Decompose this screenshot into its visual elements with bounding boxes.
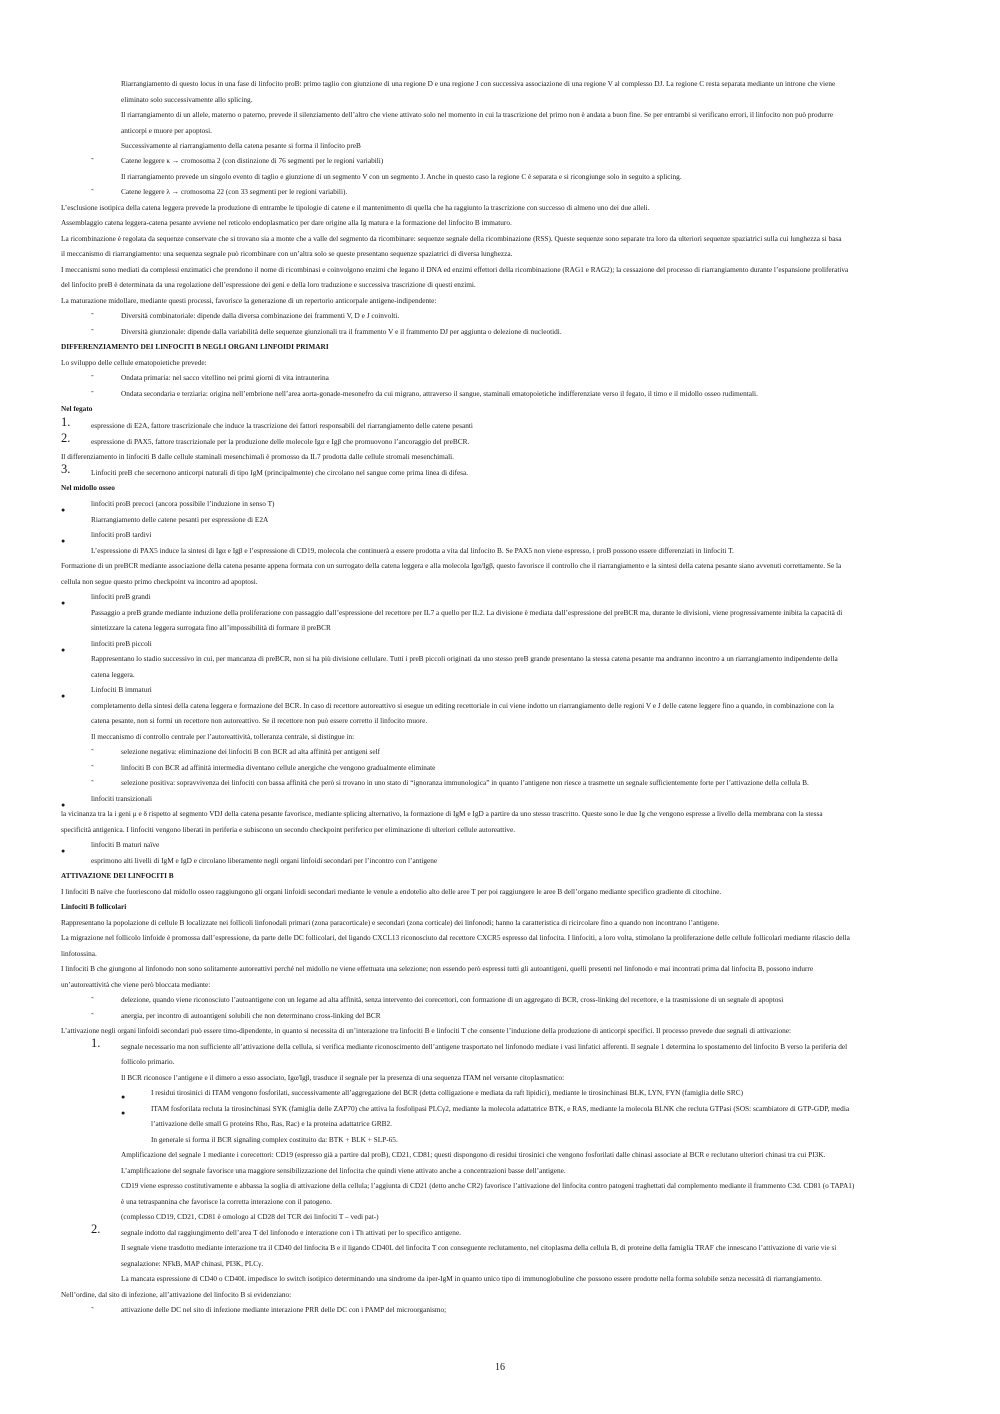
text-line: Il meccanismo di controllo centrale per l’autoreattività, tolleranza centrale, si distingue in: xyxy=(91,732,355,741)
text-line: In generale si forma il BCR signaling complex costituito da: BTK + BLK + SLP-65. xyxy=(151,1135,398,1144)
text-line: sintetizzare la catena leggera surrogata fino all’impossibilità di formare il preBCR xyxy=(91,623,331,632)
text-line: l’attivazione delle small G proteins Rho, Ras, Rac) e la proteina adattatrice GRB2. xyxy=(151,1119,392,1128)
text-line: catena pesante, non si formi un recettore non autoreattivo. Se il recettore non può essere corretto il linfocito muore. xyxy=(91,716,428,725)
dash-bullet-icon: - xyxy=(91,154,94,163)
text-line: ITAM fosforilata recluta la tirosinchinasi SYK (famiglia delle ZAP70) che attiva la fosfolipasi PLCγ2, mediante la molecola adattatrice BTK, e RAS, mediante la molecola BLNK che recluta GTPasi (SOS: scambiatore di GTP-GDP, media xyxy=(151,1104,850,1113)
text-line: Amplificazione del segnale 1 mediante i corecettori: CD19 (espresso già a partire dal proB), CD21, CD81; questi dispongono di residui tirosinici che vengono fosforilati dalle chinasi associate al BCR e reclutano ulteriori chinasi tra cui PI3K. xyxy=(121,1150,826,1159)
text-line: Nel midollo osseo xyxy=(61,483,115,492)
text-line: L’amplificazione del segnale favorisce una maggiore sensibilizzazione del linfocita che quindi viene attivato anche a concentrazioni basse dell’antigene. xyxy=(121,1166,566,1175)
round-bullet-icon: ● xyxy=(121,1109,126,1117)
text-line: attivazione delle DC nel sito di infezione mediante interazione PRR delle DC con i PAMP del microorganismo; xyxy=(121,1305,447,1314)
text-line: eliminato solo successivamente allo splicing. xyxy=(121,95,253,104)
round-bullet-icon: ● xyxy=(61,646,66,654)
dash-bullet-icon: - xyxy=(91,761,94,770)
text-line: linfociti preB grandi xyxy=(91,592,151,601)
list-number: 1. xyxy=(91,1036,101,1050)
text-line: I linfociti B che giungono al linfonodo non sono solitamente autoreattivi perché nel midollo ne viene effettuata una selezione; non essendo però espressi tutti gli autoantigeni, quelli presenti nel linfonodo e mai incontrati prima dal linfocita B, possono indurre xyxy=(61,964,814,973)
text-line: I meccanismi sono mediati da complessi enzimatici che prendono il nome di ricombinasi e coinvolgono enzimi che legano il DNA ed enzimi effettori della ricombinazione (RAG1 e RAG2); la cessazione del processo di riarrangiamento durante l’espansione proliferativa xyxy=(61,265,849,274)
round-bullet-icon: ● xyxy=(61,537,66,545)
text-line: delezione, quando viene riconosciuto l’autoantigene con un legame ad alta affinità, senza intervento dei corecettori, con formazione di un aggregato di BCR, cross-linking del recettore, e la trasmissione di un segnale di apoptosi xyxy=(121,995,784,1004)
text-line: Successivamente al riarrangiamento della catena pesante si forma il linfocito preB xyxy=(121,141,361,150)
text-line: Riarrangiamento di questo locus in una fase di linfocito proB: primo taglio con giunzione di una regione D e una regione J con successiva associazione di una regione V al complesso DJ. La regione C resta separata mediante un introne che viene xyxy=(121,79,836,88)
text-line: cellula non segue questo primo checkpoint va incontro ad apoptosi. xyxy=(61,577,258,586)
text-line: Linfociti B follicolari xyxy=(61,902,127,911)
text-line: espressione di E2A, fattore trascrizionale che induce la trascrizione dei fattori responsabili del riarrangiamento delle catene pesanti xyxy=(91,421,473,430)
dash-bullet-icon: - xyxy=(91,185,94,194)
text-line: Linfociti preB che secernono anticorpi naturali di tipo IgM (principalmente) che circolano nel sangue come prima linea di difesa. xyxy=(91,468,469,477)
text-line: specificità antigenica. I linfociti vengono liberati in periferia e subiscono un secondo checkpoint periferico per eliminazione di ulteriori cellule autoreattive. xyxy=(61,825,516,834)
text-line: segnale necessario ma non sufficiente all’attivazione della cellula, si verifica mediante riconoscimento dell’antigene trasportato nel linfonodo mediate i vasi linfatici afferenti. Il segnale 1 determina lo spostamento del linfocito B verso la periferia del xyxy=(121,1042,848,1051)
text-line: Ondata secondaria e terziaria: origina nell’embrione nell’area aorta-gonade-mesonefro da cui migrano, attraverso il sangue, staminali ematopoietiche indifferenziate verso il fegato, il timo e il midollo osseo rudimentali. xyxy=(121,389,758,398)
text-line: La maturazione midollare, mediante questi processi, favorisce la generazione di un repertorio anticorpale antigene-indipendente: xyxy=(61,296,437,305)
round-bullet-icon: ● xyxy=(61,801,66,809)
text-line: linfociti preB piccoli xyxy=(91,639,152,648)
text-line: del linfocito preB è determinata da una regolazione dell’espressione dei geni e della loro traduzione e successiva trascrizione di questi enzimi. xyxy=(61,280,476,289)
text-line: catena leggera. xyxy=(91,670,135,679)
text-line: La migrazione nel follicolo linfoide è promossa dall’espressione, da parte delle DC follicolari, del ligando CXCL13 riconosciuto dal recettore CXCR5 espresso dal linfocita. I linfociti, a loro volta, stimolano la proliferazione delle cellule follicolari mediante rilascio della xyxy=(61,933,850,942)
text-line: I residui tirosinici di ITAM vengono fosforilati, successivamente all’aggregazione del BCR (detta colligazione e mediata da raft lipidici), mediante le tirosinchinasi BLK, LYN, FYN (famiglia delle SRC) xyxy=(151,1088,744,1097)
text-line: anticorpi e muore per apoptosi. xyxy=(121,126,212,135)
text-line: esprimono alti livelli di IgM e IgD e circolano liberamente negli organi linfoidi secondari per l’incontro con l’antigene xyxy=(91,856,438,865)
text-line: L’esclusione isotipica della catena leggera prevede la produzione di entrambe le tipologie di catene e il mantenimento di quella che ha raggiunto la trascrizione con successo di almeno uno dei due alleli. xyxy=(61,203,650,212)
text-line: Catene leggere κ → cromosoma 2 (con distinzione di 76 segmenti per le regioni variabili) xyxy=(121,156,384,165)
text-line: Il segnale viene trasdotto mediante interazione tra il CD40 del linfocita B e il ligando CD40L del linfocita T con conseguente reclutamento, nel citoplasma della cellula B, di proteine della famiglia TRAF che innescano l’attivazione di varie vie si xyxy=(121,1243,837,1252)
text-line: Diversità combinatoriale: dipende dalla diversa combinazione dei frammenti V, D e J coinvolti. xyxy=(121,311,400,320)
dash-bullet-icon: - xyxy=(91,371,94,380)
text-line: I linfociti B naïve che fuoriescono dal midollo osseo raggiungono gli organi linfoidi secondari mediante le venule a endotelio alto delle aree T per poi raggiungere le aree B dell’organo mediante specifico gradiente di citochine. xyxy=(61,887,722,896)
text-line: segnalazione: NFkB, MAP chinasi, PI3K, PLCγ. xyxy=(121,1259,264,1268)
dash-bullet-icon: - xyxy=(91,1009,94,1018)
dash-bullet-icon: - xyxy=(91,776,94,785)
text-line: Formazione di un preBCR mediante associazione della catena pesante appena formata con un surrogato della catena leggera e alla molecola Igα/Igβ, questo favorisce il controllo che il riarrangiamento e la sintesi della catena pesante siano avvenuti correttamente. Se la xyxy=(61,561,842,570)
text-line: Il riarrangiamento di un allele, materno o paterno, prevede il silenziamento dell’altro che viene attivato solo nel momento in cui la trascrizione del primo non è andata a buon fine. Se per entrambi si verificano errori, il linfocito non può produrre xyxy=(121,110,834,119)
dash-bullet-icon: - xyxy=(91,387,94,396)
text-line: Rappresentano la popolazione di cellule B localizzate nei follicoli linfonodali primari (zona paracorticale) e secondari (zona corticale) dei linfonodi; hanno la caratteristica di ricircolare fino a quando non incontrano l’antigene. xyxy=(61,918,720,927)
text-line: Catene leggere λ → cromosoma 22 (con 33 segmenti per le regioni variabili). xyxy=(121,187,348,196)
round-bullet-icon: ● xyxy=(61,847,66,855)
text-line: completamento della sintesi della catena leggera e formazione del BCR. In caso di recettore autoreattivo si esegue un editing recettoriale in cui viene indotto un riarrangiamento delle regioni V e J delle catene leggere fino a quando, in combinazione con la xyxy=(91,701,834,710)
round-bullet-icon: ● xyxy=(61,692,66,700)
text-line: il meccanismo di riarrangiamento: una sequenza segnale può ricombinare con un’altra solo se queste presentano sequenze spaziatrici di diversa lunghezza. xyxy=(61,249,513,258)
round-bullet-icon: ● xyxy=(61,599,66,607)
text-line: follicolo primario. xyxy=(121,1057,175,1066)
text-line: La mancata espressione di CD40 o CD40L impedisce lo switch isotipico determinando una sindrome da iper-IgM in quanto unico tipo di immunoglobuline che possono essere prodotte nella forma solubile senza necessità di riarrangiamento. xyxy=(121,1274,822,1283)
text-line: Riarrangiamento delle catene pesanti per espressione di E2A xyxy=(91,515,269,524)
text-line: Nell’ordine, dal sito di infezione, all’attivazione del linfocito B si evidenziano: xyxy=(61,1290,292,1299)
text-line: Linfociti B immaturi xyxy=(91,685,152,694)
text-line: (complesso CD19, CD21, CD81 è omologo al CD28 del TCR dei linfociti T – vedi pat-) xyxy=(121,1212,379,1221)
text-line: la vicinanza tra la i geni μ e δ rispetto al segmento VDJ della catena pesante favorisce, mediante splicing alternativo, la formazione di IgM e IgD a partire da uno stesso trascritto. Queste sono le due Ig che vengono espresse a livello della membrana con la stessa xyxy=(61,809,823,818)
dash-bullet-icon: - xyxy=(91,993,94,1002)
text-line: Nel fegato xyxy=(61,404,93,413)
text-line: espressione di PAX5, fattore trascrizionale per la produzione delle molecole Igα e Igβ che promuovono l’ancoraggio del preBCR. xyxy=(91,437,470,446)
text-line: un’autoreattività che viene però bloccata mediante: xyxy=(61,980,211,989)
text-line: anergia, per incontro di autoantigeni solubili che non determinano cross-linking del BCR xyxy=(121,1011,381,1020)
text-line: ATTIVAZIONE DEI LINFOCITI B xyxy=(61,871,174,880)
text-line: Il differenziamento in linfociti B dalle cellule staminali mesenchimali è promosso da IL7 prodotta dalle cellule stromali mesenchimali. xyxy=(61,452,454,461)
text-line: CD19 viene espresso costitutivamente e abbassa la soglia di attivazione della cellula; l’aggiunta di CD21 (detto anche CR2) favorisce l’attivazione del linfocita contro patogeni traghettati dal complemento mediante il frammento C3d. CD81 (o TAPA1) xyxy=(121,1181,855,1190)
dash-bullet-icon: - xyxy=(91,309,94,318)
text-line: linfociti B con BCR ad affinità intermedia diventano cellule anergiche che vengono gradualmente eliminate xyxy=(121,763,436,772)
text-line: Il BCR riconosce l’antigene e il dimero a esso associato, Igα/Igβ, trasduce il segnale per la presenza di una sequenza ITAM nel versante citoplasmatico: xyxy=(121,1073,565,1082)
text-line: Lo sviluppo delle cellule ematopoietiche prevede: xyxy=(61,358,207,367)
text-line: L’espressione di PAX5 induce la sintesi di Igα e Igβ e l’espressione di CD19, molecola che continuerà a essere prodotta a vita dal linfocito B. Se PAX5 non viene espresso, i proB possono essere differenziati in linfociti T. xyxy=(91,546,734,555)
dash-bullet-icon: - xyxy=(91,745,94,754)
text-line: La ricombinazione è regolata da sequenze conservate che si trovano sia a monte che a valle del segmento da ricombinare: sequenze segnale della ricombinazione (RSS). Queste sequenze sono separate tra loro da ulteriori sequenze spaziatrici sulla cui lunghezza si basa xyxy=(61,234,842,243)
text-line: Diversità giunzionale: dipende dalla variabilità delle sequenze giunzionali tra il frammento V e il frammento DJ per aggiunta o delezione di nucleotidi. xyxy=(121,327,562,336)
text-line: Rappresentano lo stadio successivo in cui, per mancanza di preBCR, non si ha più divisione cellulare. Tutti i preB piccoli originati da uno stesso preB grande presentano la stessa catena pesante ma andranno incontro a un riarrangiamento indipendente della xyxy=(91,654,838,663)
dash-bullet-icon: - xyxy=(91,1303,94,1312)
round-bullet-icon: ● xyxy=(121,1093,126,1101)
text-line: L’attivazione negli organi linfoidi secondari può essere timo-dipendente, in quanto si necessita di un’interazione tra linfociti B e linfociti T che consente l’induzione della produzione di anticorpi specifici. Il processo prevede due segnali di attivazione: xyxy=(61,1026,792,1035)
text-line: selezione negativa: eliminazione dei linfociti B con BCR ad alta affinità per antigeni self xyxy=(121,747,381,756)
text-line: linfociti transizionali xyxy=(91,794,152,803)
text-line: Il riarrangiamento prevede un singolo evento di taglio e giunzione di un segmento V con un segmento J. Anche in questo caso la regione C è separata e si ricongiunge solo in seguito a splicing. xyxy=(121,172,682,181)
text-line: segnale indotto dal raggiungimento dell’area T del linfonodo e interazione con i Th attivati per lo specifico antigene. xyxy=(121,1228,462,1237)
text-line: linfotossina. xyxy=(61,949,97,958)
list-number: 3. xyxy=(61,462,71,476)
text-line: DIFFERENZIAMENTO DEI LINFOCITI B NEGLI ORGANI LINFOIDI PRIMARI xyxy=(61,342,329,351)
text-line: Ondata primaria: nel sacco vitellino nei primi giorni di vita intrauterina xyxy=(121,373,329,382)
text-line: è una tetraspannina che favorisce la corretta interazione con il patogeno. xyxy=(121,1197,332,1206)
dash-bullet-icon: - xyxy=(91,325,94,334)
text-line: linfociti proB precoci (ancora possibile l’induzione in senso T) xyxy=(91,499,275,508)
round-bullet-icon: ● xyxy=(61,506,66,514)
text-line: Assemblaggio catena leggera-catena pesante avviene nel reticolo endoplasmatico per dare origine alla Ig matura e la formazione del linfocito B immaturo. xyxy=(61,218,512,227)
text-line: Passaggio a preB grande mediante induzione della proliferazione con passaggio dall’espressione del recettore per IL7 a quello per IL2. La divisione è mediata dall’espressione del preBCR ma, durante le divisioni, viene progressivamente inibita la capacità di xyxy=(91,608,843,617)
list-number: 2. xyxy=(61,431,71,445)
list-number: 2. xyxy=(91,1222,101,1236)
text-line: selezione positiva: sopravvivenza dei linfociti con bassa affinità che però si trovano in uno stato di “ignoranza immunologica” in quanto l’antigene non riesce a trasmette un segnale sufficientemente forte per l’attivazione della cellula B. xyxy=(121,778,809,787)
list-number: 1. xyxy=(61,415,71,429)
text-line: linfociti B maturi naïve xyxy=(91,840,160,849)
text-line: linfociti proB tardivi xyxy=(91,530,152,539)
page-number: 16 xyxy=(495,1362,505,1373)
